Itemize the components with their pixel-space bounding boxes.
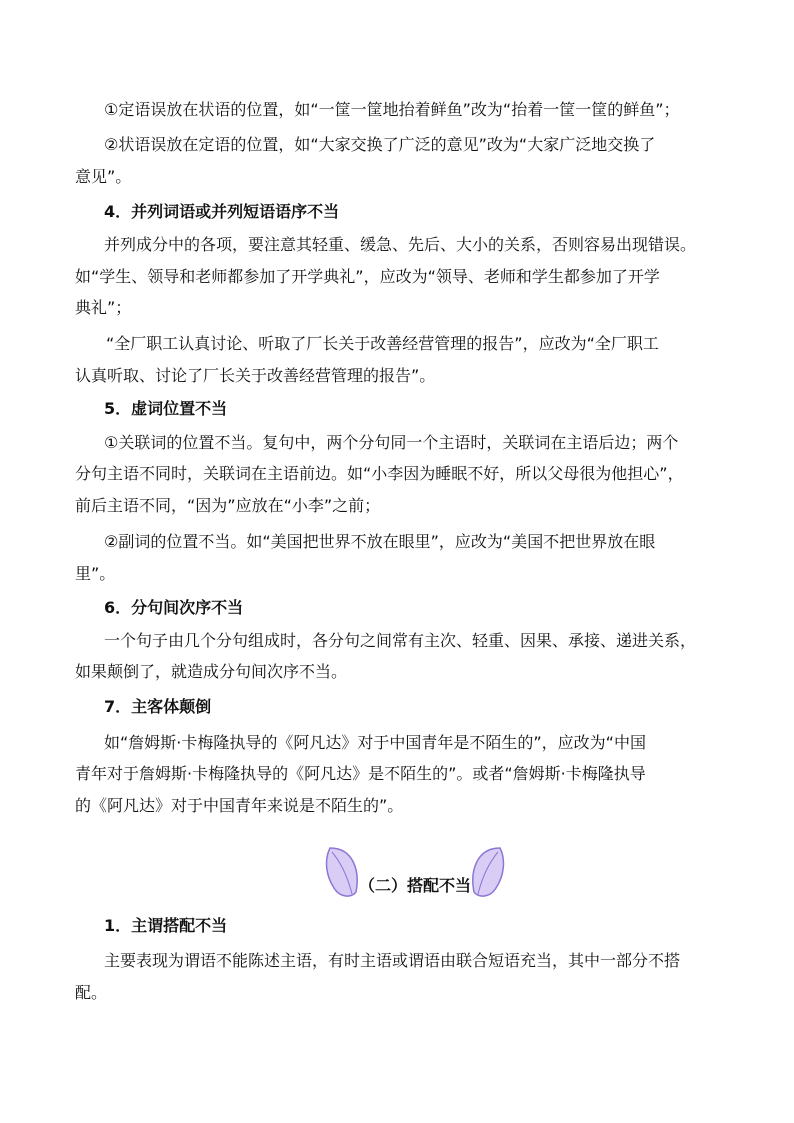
paragraph-line: 认真听取、讨论了厂长关于改善经营管理的报告”。 bbox=[75, 366, 436, 385]
heading-1: 1．主谓搭配不当 bbox=[104, 916, 228, 935]
paragraph-line: 意见”。 bbox=[75, 167, 132, 186]
heading-5: 5．虚词位置不当 bbox=[104, 399, 228, 418]
paragraph-line: 配。 bbox=[75, 983, 108, 1002]
paragraph-line: ②副词的位置不当。如“美国把世界不放在眼里”，应改为“美国不把世界放在眼 bbox=[104, 532, 656, 551]
paragraph-line: ①关联词的位置不当。复句中，两个分句同一个主语时，关联词在主语后边；两个 bbox=[104, 433, 679, 452]
paragraph-line: 里”。 bbox=[75, 564, 116, 583]
paragraph-line: 分句主语不同时，关联词在主语前边。如“小李因为睡眠不好，所以父母很为他担心”， bbox=[75, 464, 684, 483]
paragraph-line: 一个句子由几个分句组成时，各分句之间常有主次、轻重、因果、承接、递进关系， bbox=[104, 631, 697, 650]
section-banner bbox=[320, 840, 510, 900]
paragraph-line: ②状语误放在定语的位置，如“大家交换了广泛的意见”改为“大家广泛地交换了 bbox=[104, 135, 656, 154]
paragraph-line: ①定语误放在状语的位置，如“一筐一筐地抬着鲜鱼”改为“抬着一筐一筐的鲜鱼”； bbox=[104, 100, 680, 119]
paragraph-line: 的《阿凡达》对于中国青年来说是不陌生的”。 bbox=[75, 796, 404, 815]
paragraph-line: “全厂职工认真讨论、听取了厂长关于改善经营管理的报告”，应改为“全厂职工 bbox=[106, 334, 659, 353]
paragraph-line: 如果颠倒了，就造成分句间次序不当。 bbox=[75, 662, 348, 681]
paragraph-line: 典礼”； bbox=[75, 298, 132, 317]
paragraph-line: 主要表现为谓语不能陈述主语，有时主语或谓语由联合短语充当，其中一部分不搭 bbox=[104, 951, 681, 970]
heading-7: 7．主客体颠倒 bbox=[104, 697, 212, 716]
paragraph-line: 前后主语不同，“因为”应放在“小李”之前； bbox=[75, 496, 381, 515]
paragraph-line: 如“詹姆斯·卡梅隆执导的《阿凡达》对于中国青年是不陌生的”，应改为“中国 bbox=[104, 733, 646, 752]
paragraph-line: 并列成分中的各项，要注意其轻重、缓急、先后、大小的关系，否则容易出现错误。 bbox=[104, 235, 697, 254]
paragraph-line: 青年对于詹姆斯·卡梅隆执导的《阿凡达》是不陌生的”。或者“詹姆斯·卡梅隆执导 bbox=[75, 764, 646, 783]
section-title: （二）搭配不当 bbox=[358, 876, 471, 895]
paragraph-line: 如“学生、领导和老师都参加了开学典礼”，应改为“领导、老师和学生都参加了开学 bbox=[75, 267, 660, 286]
heading-6: 6．分句间次序不当 bbox=[104, 598, 244, 617]
heading-4: 4．并列词语或并列短语语序不当 bbox=[104, 202, 340, 221]
